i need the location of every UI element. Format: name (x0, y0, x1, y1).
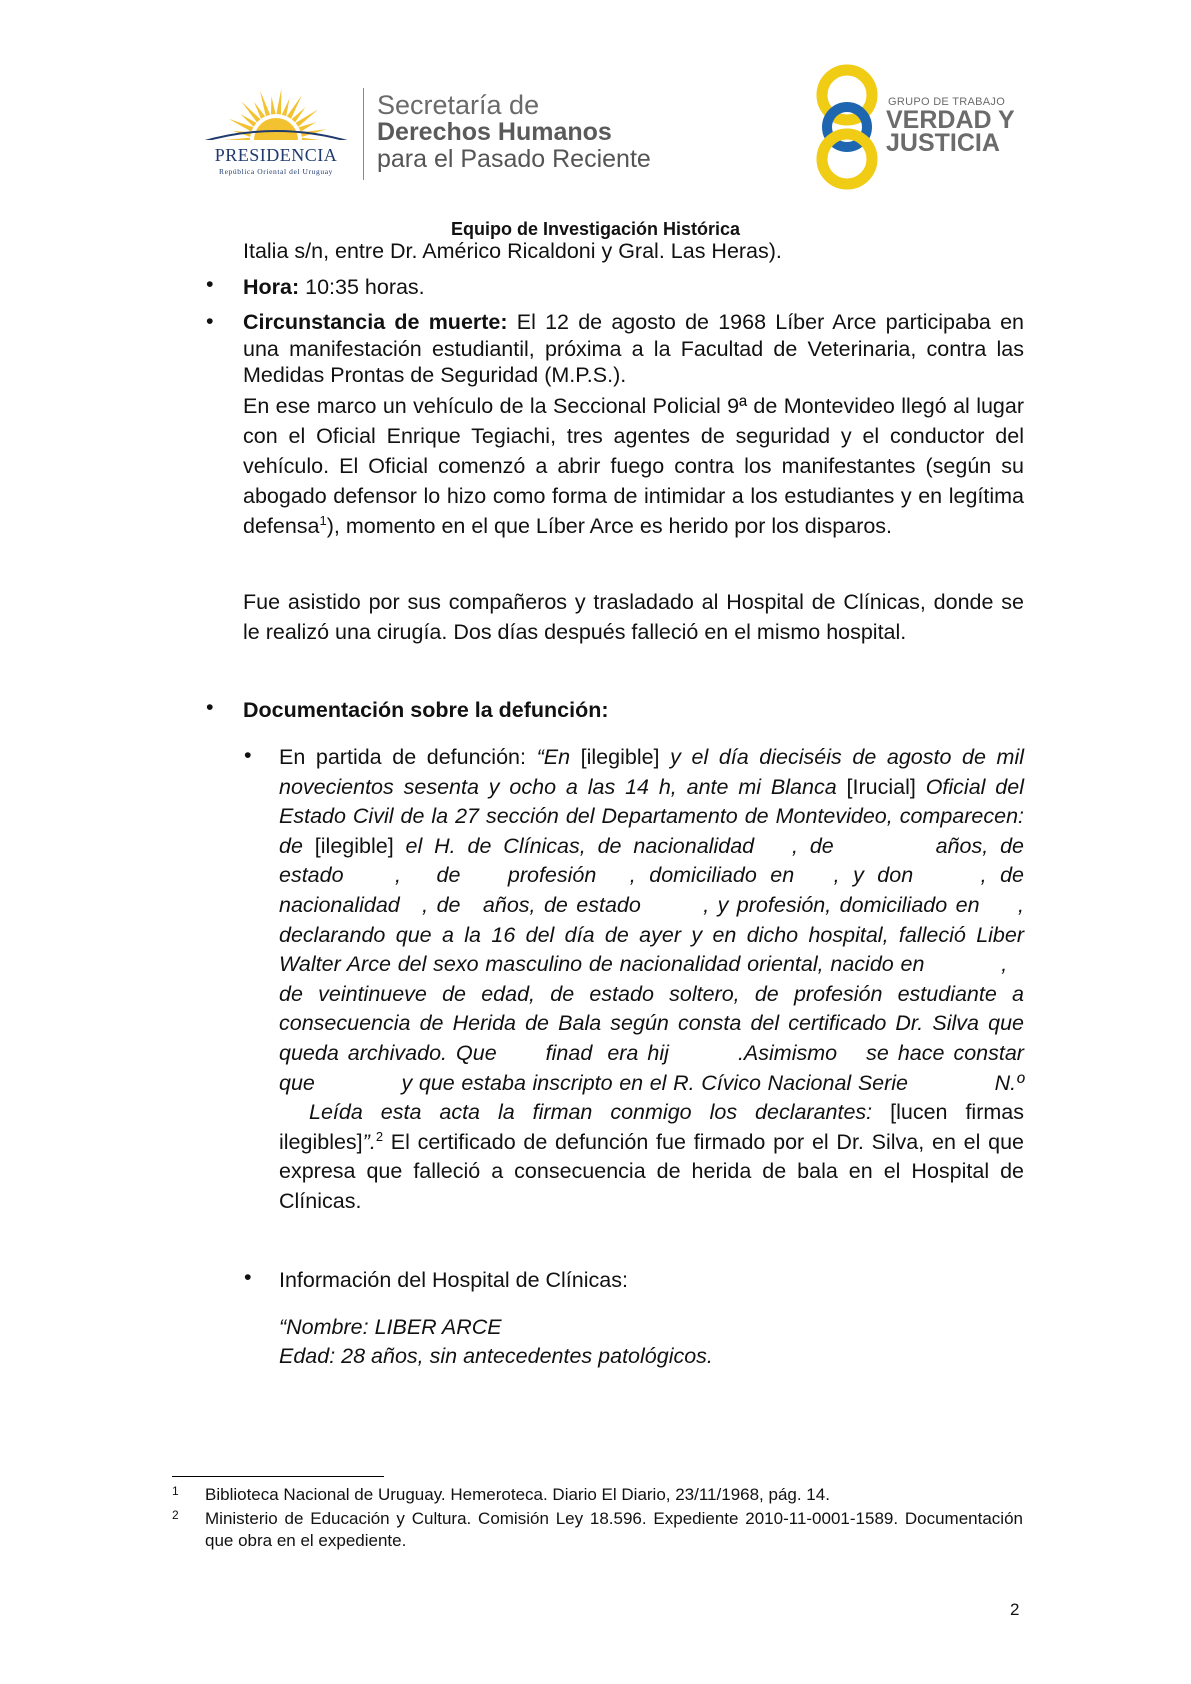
verdad-justicia-rings-icon (812, 62, 882, 192)
circunstancia-p2-b: ), momento en el que Líber Arce es herido por los disparos. (326, 514, 893, 538)
quote-part: y el día dieciséis de agosto de mil novecientos sesenta y ocho a las 14 h, ante mi Blanca (279, 745, 1025, 799)
quote-part: profesión (507, 863, 597, 888)
hora-label: Hora: (243, 275, 300, 299)
quote-part: y que estaba inscripto en el R. Cívico Nacional Serie (401, 1070, 909, 1095)
presidencia-subtitle: República Oriental del Uruguay (218, 167, 333, 176)
quote-part: era hij (607, 1040, 669, 1065)
quote-part: , declarando que a la 16 del día de ayer y en dicho hospital, falleció Liber Walter Arce del sexo masculino de nacionalidad oriental, nacido en (279, 892, 1024, 977)
footnote-rule (172, 1476, 384, 1477)
quote-part: de veintinueve de edad, de estado soltero, de profesión estudiante a consecuencia de Herida de Bala según consta del certificado Dr. Silva que queda archivado. Que (279, 981, 1024, 1065)
quote-part: , de (791, 833, 834, 858)
header-divider (363, 88, 364, 180)
hora-value: 10:35 horas. (299, 275, 425, 299)
quote-part: , domiciliado en (825, 892, 980, 917)
bullet-circunstancia: • (206, 309, 214, 333)
footnote-ref-2[interactable]: 2 (375, 1128, 384, 1144)
quote-part: , (395, 863, 402, 888)
hospital-quote-age: Edad: 28 años, sin antecedentes patológicos. (279, 1344, 713, 1368)
quote-part: “En (536, 745, 571, 769)
quote-part: años, (482, 892, 536, 917)
documentacion-label: Documentación sobre la defunción: (243, 698, 609, 722)
lucen-note: [lucen firmas ilegibles] (279, 1100, 1024, 1154)
irucial-note: [Irucial] (836, 774, 926, 799)
quote-close: ”. (362, 1129, 376, 1154)
footnote-2-text: Ministerio de Educación y Cultura. Comisión Ley 18.596. Expediente 2010-11-0001-1589. Documentación que obra en el expediente. (205, 1509, 1023, 1550)
presidencia-name: PRESIDENCIA (214, 145, 338, 165)
vj-group-label: GRUPO DE TRABAJO (888, 96, 1006, 108)
quote-part: de estado (543, 892, 641, 917)
quote-part: Leída esta acta la firman conmigo los declarantes: (309, 1100, 873, 1125)
vj-title-line-2: JUSTICIA (886, 129, 1000, 157)
hospital-info-label: Información del Hospital de Clínicas: (279, 1268, 628, 1292)
hospital-quote-name: “Nombre: LIBER ARCE (279, 1315, 502, 1339)
illegible-note: [ilegible] (302, 833, 406, 858)
secretaria-title (377, 92, 651, 173)
quote-part: años, de estado (279, 833, 1024, 888)
team-title: Equipo de Investigación Histórica (450, 219, 741, 239)
quote-part: , de (422, 892, 461, 917)
footnote-1-text: Biblioteca Nacional de Uruguay. Hemeroteca. Diario El Diario, 23/11/1968, pág. 14. (205, 1485, 830, 1504)
documentacion-heading (243, 695, 1024, 727)
sub-bullet-hospital: • (244, 1265, 252, 1289)
secretaria-line-2: Derechos Humanos (377, 118, 612, 146)
quote-part: , domiciliado en (629, 863, 795, 888)
sun-ray (296, 109, 319, 126)
quote-part: el H. de Clínicas, de nacionalidad (405, 833, 755, 858)
quote-part: .Asimismo (737, 1040, 838, 1065)
quote-part: finad (545, 1040, 593, 1065)
bullet-documentacion: • (206, 695, 214, 719)
quote-part: , y don (833, 863, 914, 888)
sun-ray (271, 96, 276, 114)
place-continuation: Italia s/n, entre Dr. Américo Ricaldoni y Gral. Las Heras). (243, 239, 782, 263)
illegible-note: [ilegible] (570, 745, 671, 769)
circunstancia-p2-a: En ese marco un vehículo de la Seccional Policial 9ª de Montevideo llegó al lugar con el Oficial Enrique Tegiachi, tres agentes de seguridad y el conductor del vehículo. El Oficial comenzó a abrir fuego contra los manifestantes (según su abogado defensor lo hizo como forma de intimidar a los estudiantes y en legítima defensa (243, 394, 1024, 538)
quote-part: se hace constar que (279, 1040, 1024, 1095)
sun-ray (241, 101, 260, 122)
quote-part: N.º (994, 1070, 1024, 1095)
circunstancia-paragraph-3: Fue asistido por sus compañeros y trasladado al Hospital de Clínicas, donde se le realizó una cirugía. Dos días después falleció en el mismo hospital. (243, 590, 1024, 644)
quote-part: , (1001, 952, 1008, 977)
quote-part: Oficial del Estado Civil de la 27 sección del Departamento de Montevideo, comparecen: de (279, 774, 1024, 858)
partida-lead: En partida de defunción: (279, 745, 537, 769)
certificado-text: El certificado de defunción fue firmado por el Dr. Silva, en el que expresa que falleció a consecuencia de herida de bala en el Hospital de Clínicas. (279, 1129, 1024, 1213)
circunstancia-item (243, 309, 1024, 389)
hospital-quote (279, 1313, 1024, 1371)
quote-part: , y profesión (703, 892, 826, 917)
footnote-ref-1[interactable]: 1 (319, 512, 327, 528)
quote-part: de (436, 863, 461, 888)
sun-ray (282, 98, 290, 116)
footnote-2-number: 2 (172, 1508, 179, 1522)
circunstancia-paragraph-2 (243, 391, 1024, 541)
bullet-hora: • (206, 272, 214, 296)
quote-part: , de nacionalidad (279, 863, 1024, 917)
circunstancia-label: Circunstancia de muerte: (243, 310, 508, 334)
vj-title-line-1: VERDAD Y (886, 106, 1015, 134)
partida-defuncion-item (279, 743, 1024, 1217)
footnote-1-number: 1 (172, 1484, 179, 1498)
sub-bullet-partida: • (244, 743, 252, 767)
sun-ray (276, 88, 281, 114)
secretaria-line-3: para el Pasado Reciente (377, 145, 651, 173)
circunstancia-text: El 12 de agosto de 1968 Líber Arce participaba en una manifestación estudiantil, próxima a la Facultad de Veterinaria, contra las Medidas Prontas de Seguridad (M.P.S.). (243, 310, 1024, 387)
page-number: 2 (1010, 1600, 1020, 1619)
secretaria-line-1: Secretaría de (377, 90, 540, 120)
hora-item (243, 272, 1024, 304)
